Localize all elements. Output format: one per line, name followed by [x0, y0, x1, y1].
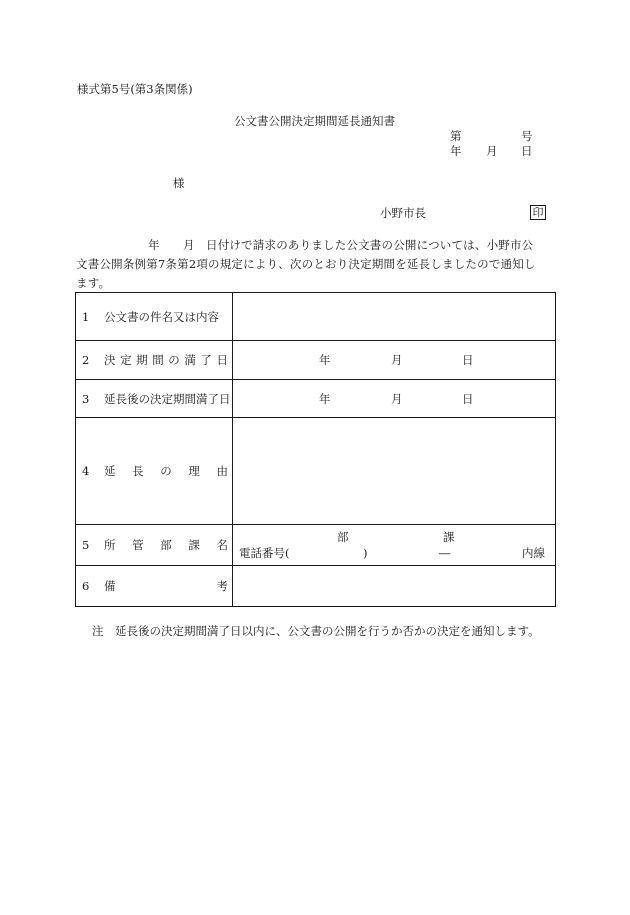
phone-close-paren: ) — [363, 546, 368, 560]
issue-date-day: 日 — [521, 144, 533, 158]
row1-label-cell — [76, 293, 233, 341]
label-char: 満 — [184, 353, 196, 367]
label-char: の — [168, 353, 180, 367]
row-number: 5 — [82, 538, 90, 552]
date-year: 年 — [319, 391, 331, 406]
label-char: 考 — [216, 579, 228, 593]
extension-reason-field[interactable] — [233, 418, 556, 525]
date-year: 年 — [319, 353, 331, 367]
row5-label-cell — [76, 525, 233, 566]
table-row — [76, 341, 556, 380]
label-char: 所 — [104, 538, 116, 552]
body-line-1: 日付けで請求のありました公文書の公開については、小野市公 — [206, 238, 534, 252]
row6-label — [104, 578, 228, 594]
issue-date-year: 年 — [450, 144, 462, 158]
body-month: 月 — [183, 238, 195, 252]
label-char: 定 — [120, 353, 132, 367]
department-field[interactable] — [233, 525, 556, 566]
row2-label — [104, 352, 228, 368]
row3-label-cell — [76, 380, 233, 418]
extended-deadline-field[interactable] — [233, 380, 556, 418]
footnote: 注 延長後の決定期間満了日以内に、公文書の公開を行うか否かの決定を通知します。 — [92, 624, 540, 638]
row5-label — [104, 537, 228, 553]
table-row — [76, 525, 556, 566]
label-char: 由 — [216, 464, 228, 478]
subject-field[interactable] — [233, 293, 556, 341]
row6-label-cell — [76, 566, 233, 607]
date-month: 月 — [391, 353, 403, 367]
label-char: 了 — [200, 353, 212, 367]
body-line-3: ます。 — [76, 276, 111, 290]
row-number: 2 — [82, 353, 90, 367]
label-char: 期 — [136, 353, 148, 367]
label-char: 延 — [104, 464, 116, 478]
row2-label-cell — [76, 341, 233, 380]
label-char: 名 — [216, 538, 228, 552]
original-deadline-field[interactable] — [233, 341, 556, 380]
sender-name: 小野市長 — [380, 206, 426, 220]
label-char: の — [160, 464, 172, 478]
phone-label: 電話番号( — [239, 546, 290, 560]
label-char: 間 — [152, 353, 164, 367]
extension-label: 内線 — [522, 546, 545, 560]
label-char: 決 — [104, 353, 116, 367]
label-char: 管 — [132, 538, 144, 552]
row-number: 1 — [82, 309, 90, 324]
table-row — [76, 293, 556, 341]
date-day: 日 — [462, 391, 474, 406]
date-month: 月 — [391, 391, 403, 406]
document-title: 公文書公開決定期間延長通知書 — [234, 114, 395, 128]
label-char: 長 — [132, 464, 144, 478]
row4-label — [104, 463, 228, 479]
table-row — [76, 418, 556, 525]
row-number: 3 — [82, 391, 90, 406]
row4-label-cell — [76, 418, 233, 525]
label-char: 部 — [160, 538, 172, 552]
document-number-go: 号 — [521, 129, 533, 143]
body-year: 年 — [148, 238, 160, 252]
label-char: 備 — [104, 579, 116, 593]
form-number-label: 様式第5号(第3条関係) — [77, 82, 193, 96]
body-line-2: 文書公開条例第7条第2項の規定により、次のとおり決定期間を延長しましたので通知し — [76, 257, 536, 271]
row-number: 4 — [82, 464, 90, 478]
label-char: 日 — [216, 353, 228, 367]
table-row — [76, 566, 556, 607]
row3-label: 延長後の決定期間満了日 — [104, 391, 231, 406]
detail-table — [75, 292, 556, 607]
department-ka: 課 — [443, 530, 455, 544]
date-day: 日 — [462, 353, 474, 367]
label-char: 課 — [188, 538, 200, 552]
remarks-field[interactable] — [233, 566, 556, 607]
document-number-dai: 第 — [450, 129, 462, 143]
table-row — [76, 380, 556, 418]
phone-dash: ― — [439, 546, 451, 560]
seal-stamp: 印 — [530, 205, 546, 220]
row-number: 6 — [82, 579, 90, 593]
row1-label: 公文書の件名又は内容 — [104, 309, 219, 324]
label-char: 理 — [188, 464, 200, 478]
issue-date-month: 月 — [486, 144, 498, 158]
recipient-suffix: 様 — [173, 176, 185, 190]
department-bu: 部 — [337, 530, 349, 544]
